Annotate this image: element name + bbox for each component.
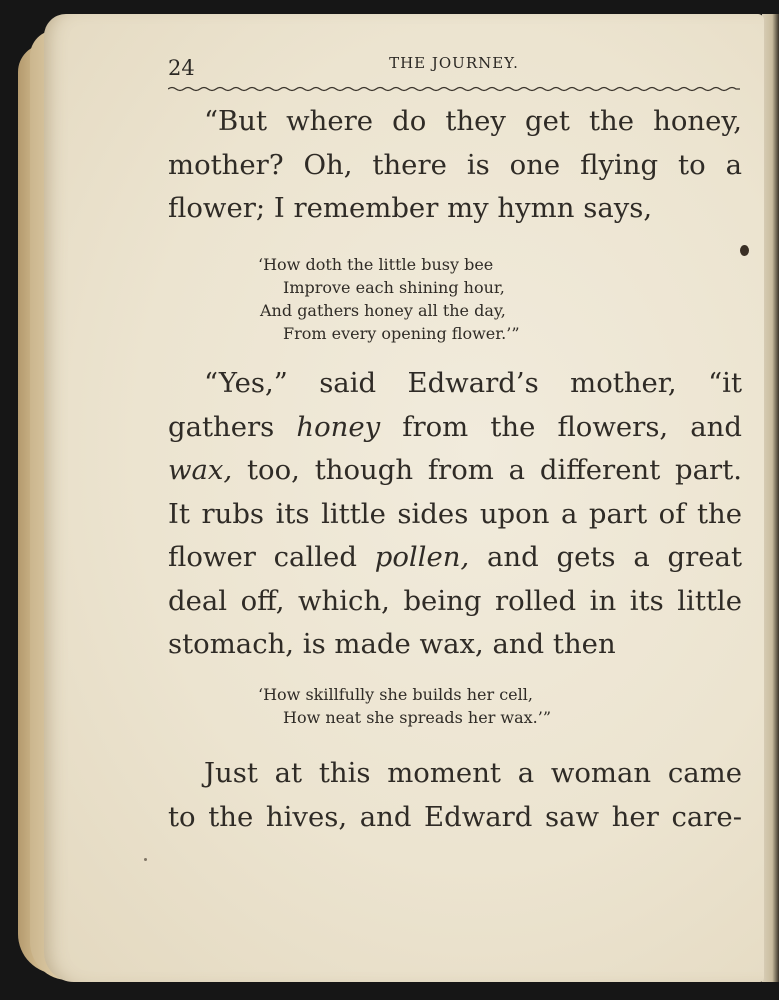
text-run: flower called xyxy=(168,541,375,573)
text-line: stomach, is made wax, and then xyxy=(168,628,616,660)
verse-line: And gathers honey all the day, xyxy=(260,301,506,320)
text-line xyxy=(168,536,742,580)
text-run: from the flowers, and xyxy=(380,410,742,443)
verse-line: Improve each shining hour, xyxy=(283,278,505,297)
text-line: It rubs its little sides upon a part of the xyxy=(168,497,742,530)
text-line: Just at this moment a woman came xyxy=(204,757,742,789)
header-rule xyxy=(168,86,740,92)
verse-line: ‘How doth the little busy bee xyxy=(258,255,494,274)
text-run: too, though from a different part. xyxy=(232,454,742,486)
page-right-edge xyxy=(762,14,779,982)
page-number: 24 xyxy=(168,56,195,80)
verse-line: How neat she spreads her wax.’” xyxy=(283,708,552,727)
paragraph-1 xyxy=(168,100,742,231)
text-line: “Yes,” said Edward’s mother, “it xyxy=(204,367,742,399)
text-run: and gets a great xyxy=(469,541,742,573)
paragraph-2 xyxy=(168,362,742,667)
verse-1 xyxy=(258,253,520,345)
text-line xyxy=(168,406,742,450)
text-line xyxy=(168,449,742,493)
italic-run: honey xyxy=(296,410,381,443)
running-header xyxy=(168,52,740,86)
italic-run: pollen, xyxy=(374,541,470,573)
verse-2 xyxy=(258,683,551,729)
text-line: “But where do they get the honey, xyxy=(204,105,742,137)
verse-line: From every opening flower.’” xyxy=(283,324,520,343)
text-line: flower; I remember my hymn says, xyxy=(168,192,653,224)
text-line: deal off, which, being rolled in its little xyxy=(168,584,742,617)
running-title: THE JOURNEY. xyxy=(389,54,519,72)
italic-run: wax, xyxy=(168,454,233,486)
verse-line: ‘How skillfully she builds her cell, xyxy=(258,685,533,704)
text-run: gathers xyxy=(168,410,297,443)
ink-spot xyxy=(740,245,749,256)
text-line: to the hives, and Edward saw her care- xyxy=(168,800,742,833)
paragraph-3 xyxy=(168,752,742,839)
text-line: mother? Oh, there is one flying to a xyxy=(168,148,742,181)
ink-speck xyxy=(144,858,147,861)
